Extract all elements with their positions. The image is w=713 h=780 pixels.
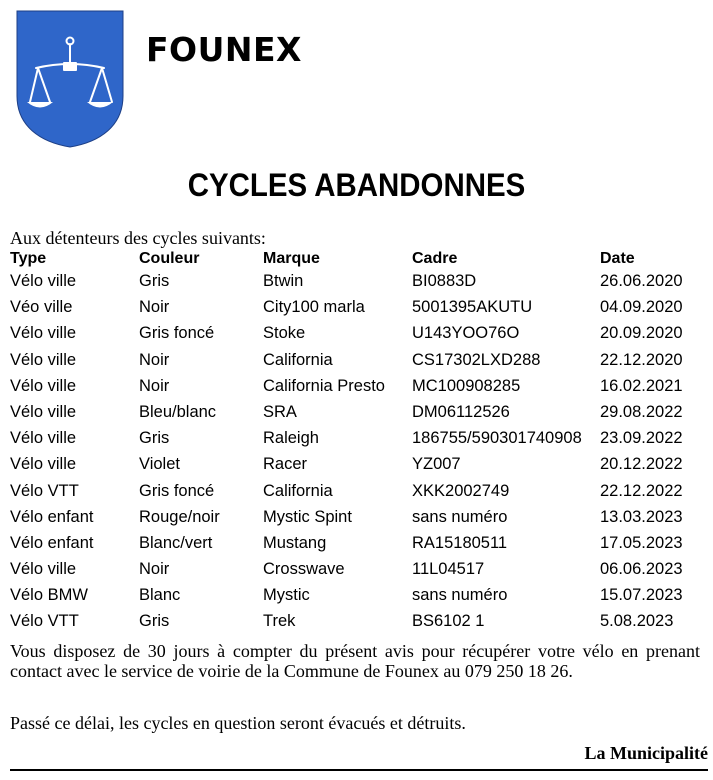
cell-color: Violet (139, 455, 180, 474)
cell-color: Blanc (139, 586, 181, 605)
cell-type: Véo ville (10, 298, 73, 317)
cell-date: 17.05.2023 (600, 533, 683, 552)
cell-brand: Trek (263, 612, 296, 631)
cell-color: Gris foncé (139, 324, 215, 343)
cell-type: Vélo VTT (10, 612, 79, 631)
cell-frame: sans numéro (412, 507, 508, 526)
cell-color: Noir (139, 298, 170, 317)
cell-brand: Stoke (263, 324, 306, 343)
cell-frame: CS17302LXD288 (412, 350, 541, 369)
cell-frame: YZ007 (412, 455, 461, 474)
cell-type: Vélo enfant (10, 507, 94, 526)
cell-type: Vélo ville (10, 455, 77, 474)
cell-brand: Mystic (263, 586, 310, 605)
cell-color: Noir (139, 376, 170, 395)
list-item (10, 610, 700, 636)
cell-type: Vélo ville (10, 376, 77, 395)
column-header-date: Date (600, 250, 635, 267)
cell-color: Blanc/vert (139, 533, 213, 552)
cell-type: Vélo ville (10, 272, 77, 290)
cell-type: Vélo ville (10, 429, 77, 448)
cycles-list (10, 250, 700, 637)
cell-date: 22.12.2022 (600, 481, 683, 500)
cell-type: Vélo VTT (10, 481, 79, 500)
cell-type: Vélo ville (10, 402, 77, 421)
cell-type: Vélo enfant (10, 533, 94, 552)
cell-brand: Crosswave (263, 560, 345, 579)
cell-frame: U143YOO76O (412, 324, 520, 343)
notice-text: Vous disposez de 30 jours à compter du présent avis pour récupérer votre vélo en prenant contact avec le service de voirie de la Commune de Founex au 079 250 18 26. (10, 641, 700, 681)
cell-frame: DM06112526 (412, 402, 510, 421)
cell-type: Vélo ville (10, 350, 77, 369)
cell-frame: 5001395AKUTU (412, 298, 533, 317)
signature: La Municipalité (584, 743, 708, 763)
cell-brand: Racer (263, 455, 308, 474)
cell-brand: Raleigh (263, 429, 319, 448)
cell-type: Vélo BMW (10, 586, 88, 605)
cell-frame: sans numéro (412, 586, 508, 605)
cell-frame: XKK2002749 (412, 481, 510, 500)
cell-date: 29.08.2022 (600, 402, 683, 421)
cell-date: 22.12.2020 (600, 350, 683, 369)
cell-date: 13.03.2023 (600, 507, 683, 526)
list-item (10, 349, 700, 375)
column-header-type: Type (10, 250, 47, 267)
cell-date: 15.07.2023 (600, 586, 683, 605)
cell-frame: 186755/590301740908 (412, 429, 582, 448)
cell-color: Noir (139, 350, 170, 369)
cell-brand: Btwin (263, 272, 304, 290)
cell-brand: California (263, 350, 333, 369)
column-header-color: Couleur (139, 250, 200, 267)
cell-date: 26.06.2020 (600, 272, 683, 290)
list-item (10, 506, 700, 532)
list-item (10, 453, 700, 479)
list-header (10, 250, 700, 270)
cell-frame: 11L04517 (412, 560, 485, 579)
cell-color: Bleu/blanc (139, 402, 217, 421)
page-title: CYCLES ABANDONNES (187, 167, 526, 203)
list-item (10, 584, 700, 610)
column-header-frame: Cadre (412, 250, 458, 267)
cell-brand: Mystic Spint (263, 507, 352, 526)
list-item (10, 532, 700, 558)
bottom-rule (10, 769, 708, 771)
cell-color: Gris (139, 612, 170, 631)
list-item (10, 558, 700, 584)
cell-frame: MC100908285 (412, 376, 521, 395)
cell-frame: RA15180511 (412, 533, 508, 552)
list-item (10, 375, 700, 401)
column-header-brand: Marque (263, 250, 320, 267)
cell-date: 20.12.2022 (600, 455, 683, 474)
cell-date: 23.09.2022 (600, 429, 683, 448)
cell-date: 06.06.2023 (600, 560, 683, 579)
cell-brand: Mustang (263, 533, 327, 552)
cell-date: 04.09.2020 (600, 298, 683, 317)
intro-text: Aux détenteurs des cycles suivants: (10, 228, 266, 248)
list-item (10, 427, 700, 453)
cell-date: 16.02.2021 (600, 376, 683, 395)
cell-brand: California Presto (263, 376, 385, 395)
cell-date: 20.09.2020 (600, 324, 683, 343)
deadline-text: Passé ce délai, les cycles en question seront évacués et détruits. (10, 713, 466, 733)
cell-brand: SRA (263, 402, 297, 421)
cell-color: Gris (139, 429, 170, 448)
list-item (10, 322, 700, 348)
cell-frame: BI0883D (412, 272, 477, 290)
cell-type: Vélo ville (10, 560, 77, 579)
list-item (10, 480, 700, 506)
list-item (10, 296, 700, 322)
cell-brand: City100 marla (263, 298, 365, 317)
cell-type: Vélo ville (10, 324, 77, 343)
cell-brand: California (263, 481, 333, 500)
cell-color: Gris (139, 272, 170, 290)
cell-color: Gris foncé (139, 481, 215, 500)
list-item (10, 401, 700, 427)
town-name: FOUNEX (146, 30, 302, 69)
list-item (10, 270, 700, 296)
cell-color: Noir (139, 560, 170, 579)
cell-color: Rouge/noir (139, 507, 220, 526)
cell-date: 5.08.2023 (600, 612, 674, 631)
cell-frame: BS6102 1 (412, 612, 485, 631)
coat-of-arms-icon (16, 10, 124, 148)
